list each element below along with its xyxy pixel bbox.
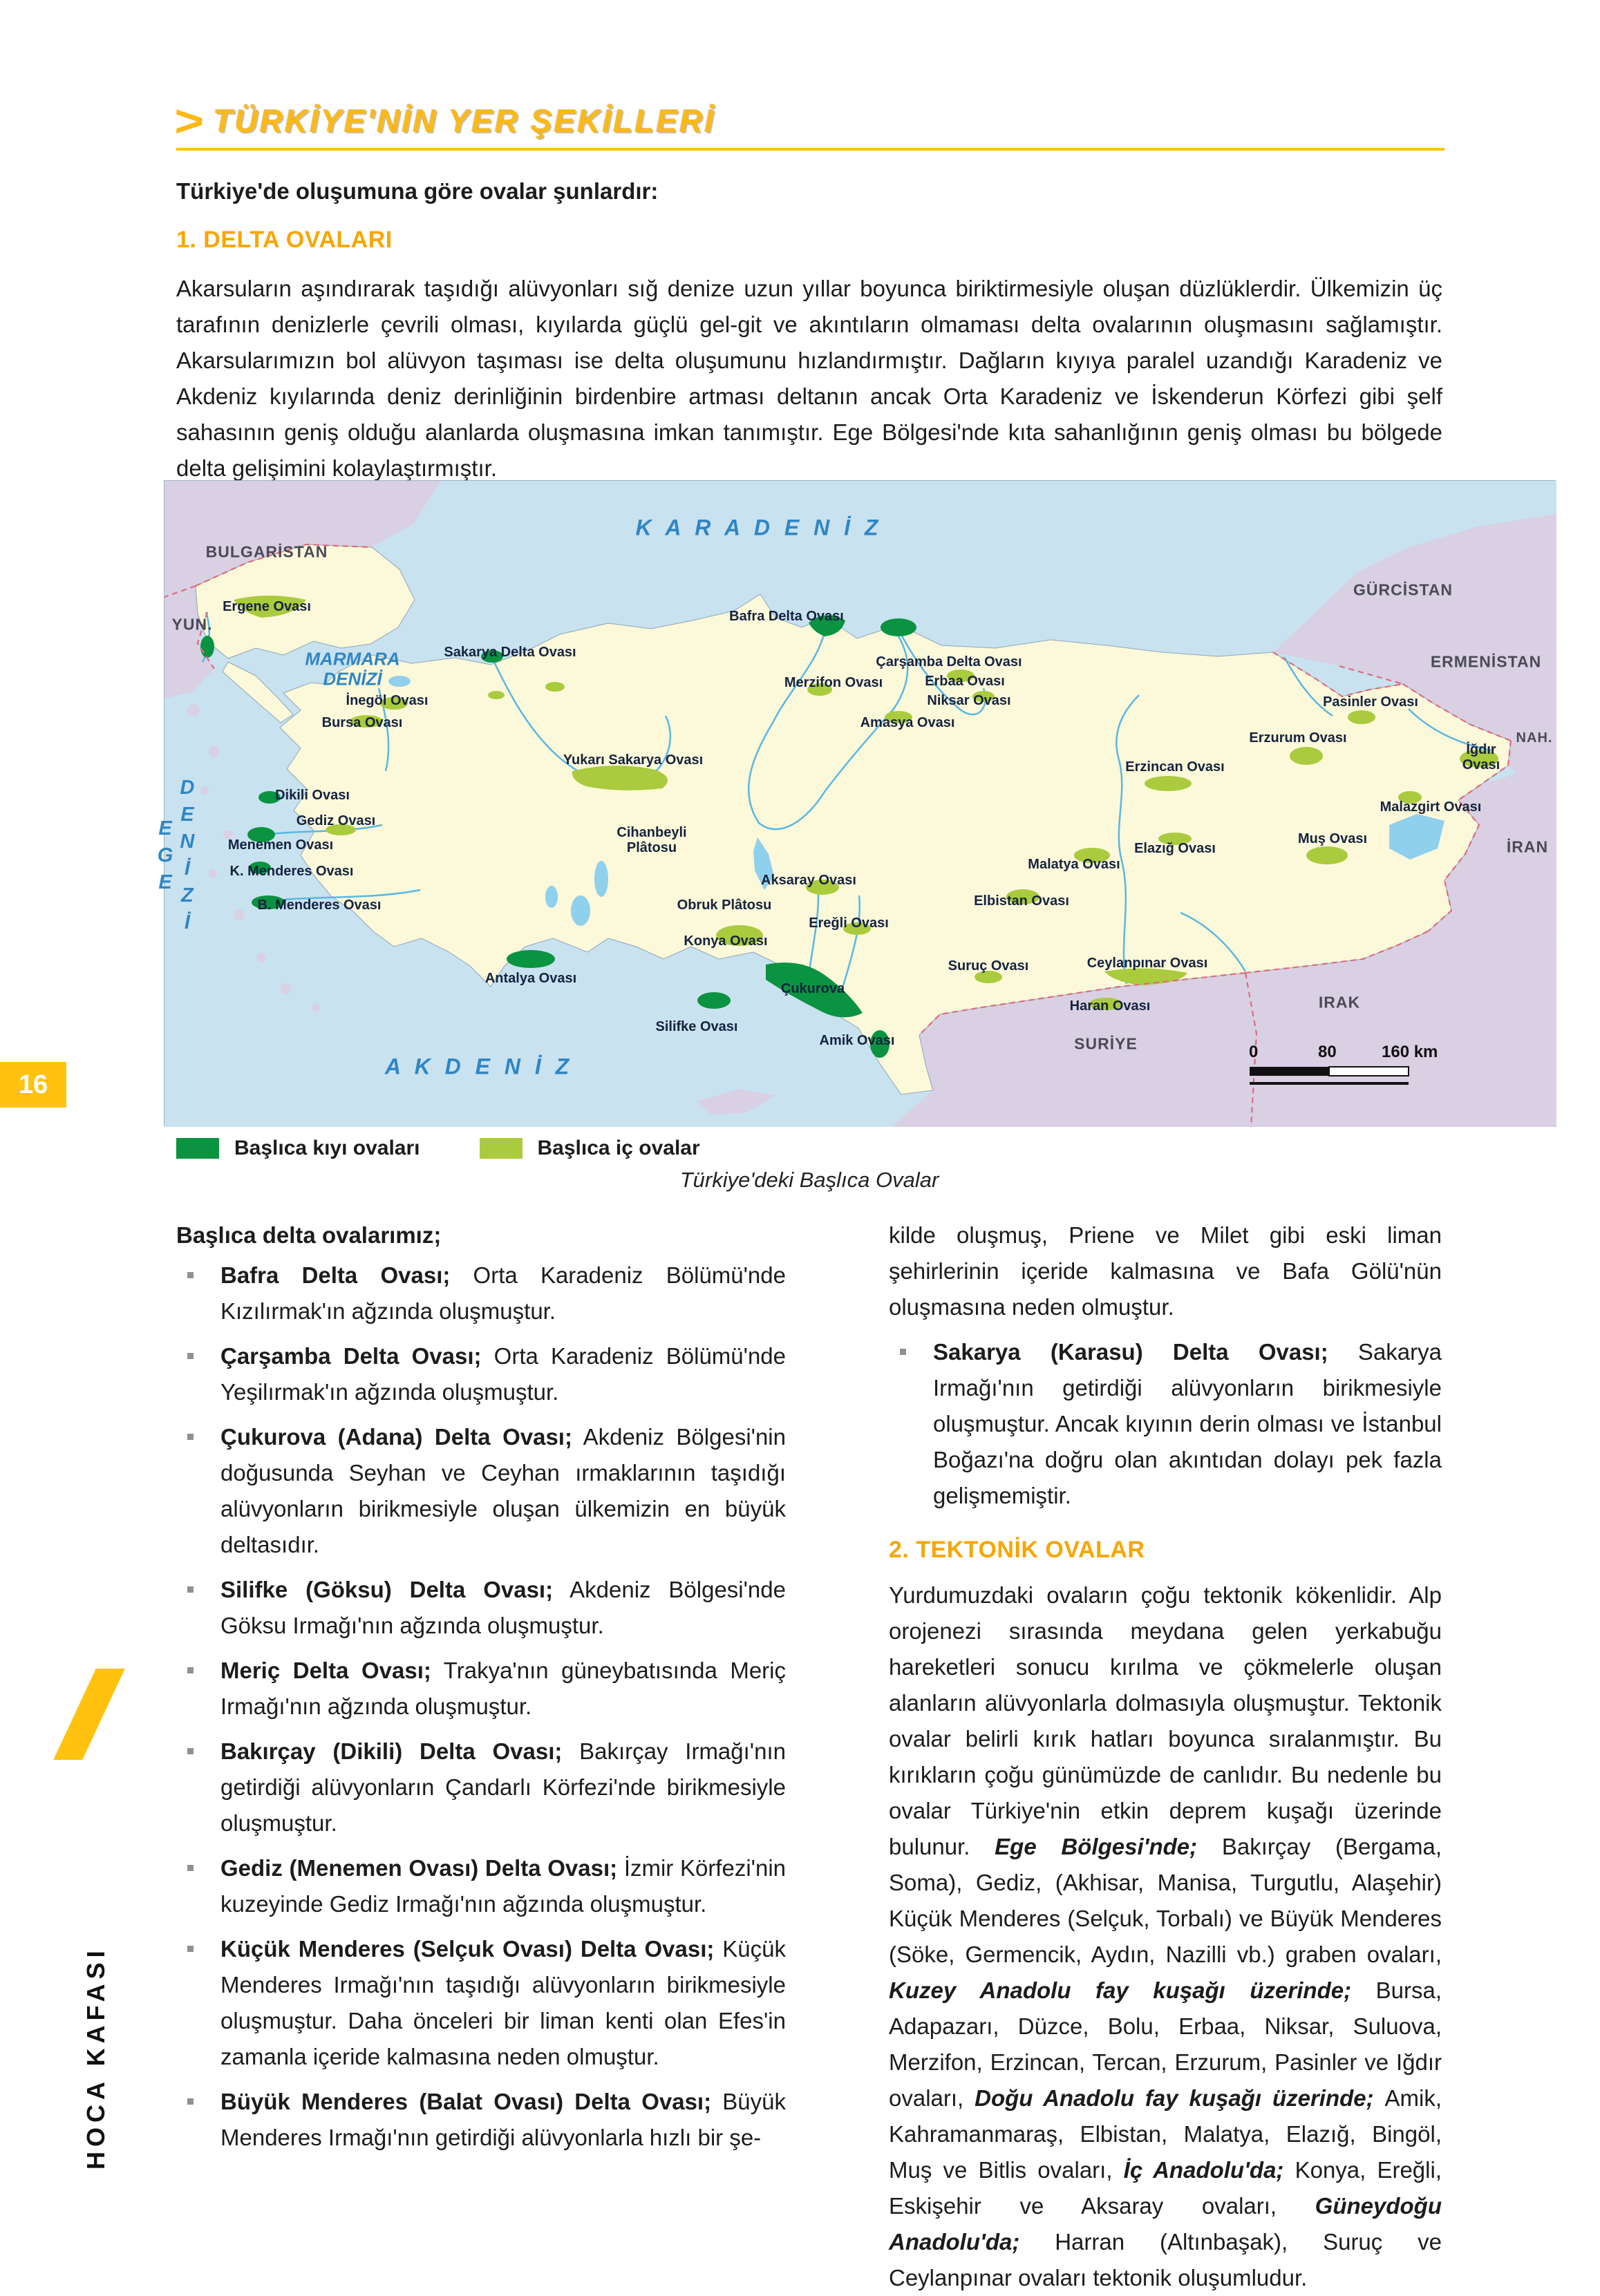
- svg-text:0: 0: [1249, 1043, 1259, 1061]
- bullet-icon: [187, 1586, 194, 1593]
- map-label-bulgaristan: BULGARİSTAN: [205, 542, 328, 561]
- section2-heading: 2. TEKTONİK OVALAR: [889, 1537, 1145, 1563]
- map-label-erzurum: Erzurum Ovası: [1249, 730, 1347, 746]
- map-label-antalya: Antalya Ovası: [484, 971, 577, 986]
- list-item-lead: Silifke (Göksu) Delta Ovası;: [220, 1577, 554, 1602]
- map-label-carsamba-delta: Çarşamba Delta Ovası: [876, 654, 1022, 670]
- list-item: [176, 1572, 786, 1644]
- map-label-menemen: Menemen Ovası: [227, 837, 334, 853]
- list-item-lead: Çarşamba Delta Ovası;: [220, 1343, 482, 1369]
- inner-plain-swatch: [480, 1138, 523, 1159]
- map-label-ermenistan: ERMENİSTAN: [1430, 652, 1542, 671]
- page-title: TÜRKİYE'NİN YER ŞEKİLLERİ: [213, 103, 715, 140]
- map-label-igdir: İğdır Ovası: [1462, 742, 1500, 772]
- map-label-niksar: Niksar Ovası: [927, 693, 1011, 708]
- list-item-text: Akdeniz Bölgesi'nde Göksu Irmağı'nın ağzında oluşmuştur.: [220, 1577, 786, 1638]
- map-label-k-menderes: K. Menderes Ovası: [229, 864, 354, 879]
- list-item-text: Akdeniz Bölgesi'nin doğusunda Seyhan ve Ceyhan ırmaklarının taşıdığı alüvyonların birikmesiyle oluşan ülkemizin en büyük deltasıdır.: [220, 1424, 786, 1557]
- list-item: [176, 1419, 786, 1563]
- intro-text: Türkiye'de oluşumuna göre ovalar şunlardır:: [176, 178, 659, 204]
- map-label-merzifon: Merzifon Ovası: [784, 675, 883, 690]
- map-label-aksaray: Aksaray Ovası: [761, 873, 856, 888]
- list-item-lead: Sakarya (Karasu) Delta Ovası;: [933, 1339, 1328, 1365]
- list-item-lead: Bafra Delta Ovası;: [220, 1262, 451, 1288]
- list-item: [176, 1653, 786, 1725]
- turkey-map-svg: [164, 481, 1556, 1127]
- list-item: [176, 2084, 786, 2156]
- list-item: [176, 1931, 786, 2075]
- map-label-yukari-sakarya: Yukarı Sakarya Ovası: [563, 752, 704, 768]
- list-item-lead: Gediz (Menemen Ovası) Delta Ovası;: [220, 1855, 618, 1881]
- map-label-amik: Amik Ovası: [819, 1033, 895, 1048]
- map-label-bursa: Bursa Ovası: [321, 715, 403, 730]
- page-header: [174, 96, 1444, 151]
- header-rule: [176, 148, 1444, 151]
- list-item: [176, 1258, 786, 1329]
- list-item-text: Orta Karadeniz Bölümü'nde Kızılırmak'ın ağzında oluşmuştur.: [220, 1262, 786, 1324]
- map-label-elbistan: Elbistan Ovası: [974, 893, 1069, 909]
- brand-vertical-text: HOCA KAFASI: [82, 1946, 110, 2170]
- map-label-eregli: Ereğli Ovası: [809, 915, 889, 931]
- svg-text:80: 80: [1318, 1043, 1337, 1061]
- map-label-iran: İRAN: [1506, 837, 1549, 856]
- bullet-icon: [187, 2098, 194, 2105]
- bullet-icon: [187, 1946, 194, 1952]
- map-label-ceylanpinar: Ceylanpınar Ovası: [1086, 956, 1208, 971]
- map-label-sakarya-delta: Sakarya Delta Ovası: [444, 645, 576, 660]
- list-item-text: Küçük Menderes Irmağı'nın taşıdığı alüvyonların birikmesiyle oluşmuştur. Daha önceleri bir liman kenti olan Efes'in zamanla içeride kalmasına neden olmuştur.: [220, 1936, 786, 2069]
- list-item-lead: Küçük Menderes (Selçuk Ovası) Delta Ovası;: [220, 1936, 715, 1962]
- map-label-marmara-denizi: MARMARA DENİZİ: [305, 648, 400, 689]
- bullet-icon: [187, 1434, 194, 1440]
- section1-paragraph: Akarsuların aşındırarak taşıdığı alüvyonları sığ denize uzun yıllar boyunca biriktirmesiyle oluşan düzlüklerdir. Ülkemizin üç tarafının denizlerle çevrili olması, kıyılarda güçlü gel-git ve akıntıların olmaması delta ovalarının oluşmasını sağlamıştır. Akarsularımızın bol alüvyon taşıması ise delta oluşumunu hızlandırmıştır. Dağların kıyıya paralel uzandığı Karadeniz ve Akdeniz kıyılarında deniz derinliğinin birdenbire artması deltanın ancak Orta Karadeniz ve İskenderun Körfezi gibi şelf sahasının geniş olduğu alanlarda oluşmasına imkan tanımıştır. Ege Bölgesi'nde kıta sahanlığının geniş olması bu bölgede delta gelişimini kolaylaştırmıştır.: [176, 276, 1442, 481]
- turkey-plains-map: [154, 480, 1556, 1126]
- continuation-paragraph: kilde oluşmuş, Priene ve Milet gibi eski liman şehirlerinin içeride kalmasına ve Bafa Gölü'nün oluşmasına neden olmuştur.: [889, 1222, 1442, 1320]
- list-item: [176, 1850, 786, 1922]
- map-label-silifke: Silifke Ovası: [655, 1019, 738, 1034]
- right-column: [889, 1217, 1442, 2296]
- map-label-b-menderes: B. Menderes Ovası: [257, 898, 382, 913]
- list-item-text: Sakarya Irmağı'nın getirdiği alüvyonların birikmesiyle oluşmuştur. Ancak kıyının derin olması ve İstanbul Boğazı'na doğru olan akıntıdan dolayı pek fazla gelişmemiştir.: [933, 1339, 1442, 1508]
- decorative-slash: [53, 1669, 125, 1760]
- map-label-dikili: Dikili Ovası: [275, 788, 350, 803]
- map-label-ege-denizi: EGE DENİZİ: [154, 777, 198, 938]
- list-item-lead: Büyük Menderes (Balat Ovası) Delta Ovası;: [220, 2089, 712, 2114]
- map-label-erzincan: Erzincan Ovası: [1125, 759, 1225, 775]
- bullet-icon: [187, 1272, 194, 1278]
- bullet-icon: [187, 1748, 194, 1754]
- coastal-plain-swatch: [176, 1138, 219, 1159]
- map-label-obruk: Obruk Plâtosu: [677, 898, 772, 913]
- bullet-icon: [187, 1353, 194, 1359]
- list-item-text: İzmir Körfezi'nin kuzeyinde Gediz Irmağı'nın ağzında oluşmuştur.: [220, 1855, 786, 1917]
- map-label-elazig: Elazığ Ovası: [1134, 841, 1216, 856]
- chevron-icon: >: [174, 96, 205, 146]
- map-label-haran: Haran Ovası: [1069, 998, 1151, 1014]
- map-label-konya: Konya Ovası: [684, 933, 768, 949]
- list-item-lead: Meriç Delta Ovası;: [220, 1658, 431, 1683]
- map-label-inegol: İnegöl Ovası: [346, 693, 429, 708]
- svg-text:160 km: 160 km: [1382, 1043, 1438, 1061]
- list-item-lead: Çukurova (Adana) Delta Ovası;: [220, 1424, 572, 1450]
- map-label-gurcistan: GÜRCİSTAN: [1353, 580, 1453, 599]
- map-label-yunanistan: YUN.: [171, 615, 213, 634]
- bullet-icon: [187, 1865, 194, 1871]
- map-label-karadeniz: K A R A D E N İ Z: [635, 515, 883, 540]
- map-label-akdeniz: A K D E N İ Z: [384, 1054, 574, 1079]
- map-caption: Türkiye'deki Başlıca Ovalar: [679, 1168, 939, 1192]
- bullet-icon: [900, 1349, 906, 1355]
- list-item: [176, 1338, 786, 1410]
- map-label-pasinler: Pasinler Ovası: [1323, 694, 1418, 710]
- map-label-malazgirt: Malazgirt Ovası: [1380, 799, 1482, 815]
- map-label-ergene: Ergene Ovası: [223, 599, 311, 614]
- list-item-lead: Bakırçay (Dikili) Delta Ovası;: [220, 1738, 563, 1764]
- map-label-gediz: Gediz Ovası: [296, 813, 376, 828]
- map-label-suruc: Suruç Ovası: [948, 958, 1029, 974]
- list-item: [176, 1734, 786, 1841]
- map-label-bafra-delta: Bafra Delta Ovası: [729, 609, 844, 624]
- section1-heading: 1. DELTA OVALARI: [176, 227, 393, 253]
- map-label-amasya: Amasya Ovası: [860, 715, 955, 730]
- left-column: [176, 1217, 786, 2165]
- list-item-text: Bakırçay Irmağı'nın getirdiği alüvyonların Çandarlı Körfezi'nde birikmesiyle oluşmuştur.: [220, 1738, 786, 1836]
- list-item-text: Orta Karadeniz Bölümü'nde Yeşilırmak'ın ağzında oluşmuştur.: [220, 1343, 787, 1405]
- delta-list-heading: Başlıca delta ovalarımız;: [176, 1222, 442, 1248]
- map-label-cihanbeyli: Cihanbeyli Plâtosu: [617, 825, 687, 855]
- legend-label: Başlıca kıyı ovaları: [234, 1137, 420, 1159]
- bullet-icon: [187, 1667, 194, 1673]
- map-label-erbaa: Erbaa Ovası: [925, 674, 1005, 689]
- section2-paragraph: Yurdumuzdaki ovaların çoğu tektonik kökenlidir. Alp orojenezi sırasında meydana gelen yerkabuğu hareketleri sonucu kırılma ve çökmelerle oluşan alanların alüvyonlarla dolmasıyla oluşmuştur. Tektonik ovalar belirli kırık hatları boyunca sıralanmıştır. Bu kırıkların çoğu günümüzde de canlıdır. Bu nedenle bu ovalar Türkiye'nin etkin deprem kuşağı üzerinde bulunur. Ege Bölgesi'nde; Bakırçay (Bergama, Soma), Gediz, (Akhisar, Manisa, Turgutlu, Alaşehir) Küçük Menderes (Selçuk, Torbalı) ve Büyük Menderes (Söke, Germencik, Aydın, Nazilli vb.) graben ovaları, Kuzey Anadolu fay kuşağı üzerinde; Bursa, Adapazarı, Düzce, Bolu, Erbaa, Niksar, Suluova, Merzifon, Erzincan, Tercan, Erzurum, Pasinler ve Iğdır ovaları, Doğu Anadolu fay kuşağı üzerinde; Amik, Kahramanmaraş, Elbistan, Malatya, Elazığ, Bingöl, Muş ve Bitlis ovaları, İç Anadolu'da; Konya, Ereğli, Eskişehir ve Aksaray ovaları, Güneydoğu Anadolu'da; Harran (Altınbaşak), Suruç ve Ceylanpınar ovaları tektonik oluşumludur.: [889, 1582, 1442, 2290]
- list-item-text: Büyük Menderes Irmağı'nın getirdiği alüvyonlarla hızlı bir şe-: [220, 2089, 786, 2150]
- page-number: 16: [0, 1062, 66, 1108]
- map-label-irak: IRAK: [1318, 993, 1361, 1012]
- legend-item-coastal: [176, 1137, 420, 1160]
- legend-item-inner: [480, 1137, 700, 1160]
- legend-label: Başlıca iç ovalar: [537, 1137, 700, 1159]
- map-label-malatya: Malatya Ovası: [1028, 857, 1120, 872]
- map-label-suriye: SURİYE: [1074, 1034, 1138, 1053]
- map-label-nahcivan: NAH.: [1516, 730, 1553, 746]
- list-item-text: Trakya'nın güneybatısında Meriç Irmağı'nın ağzında oluşmuştur.: [220, 1658, 787, 1719]
- list-item: [889, 1334, 1442, 1514]
- map-label-mus: Muş Ovası: [1297, 831, 1368, 846]
- map-legend: [176, 1137, 742, 1160]
- map-label-cukurova: Çukurova: [780, 981, 845, 996]
